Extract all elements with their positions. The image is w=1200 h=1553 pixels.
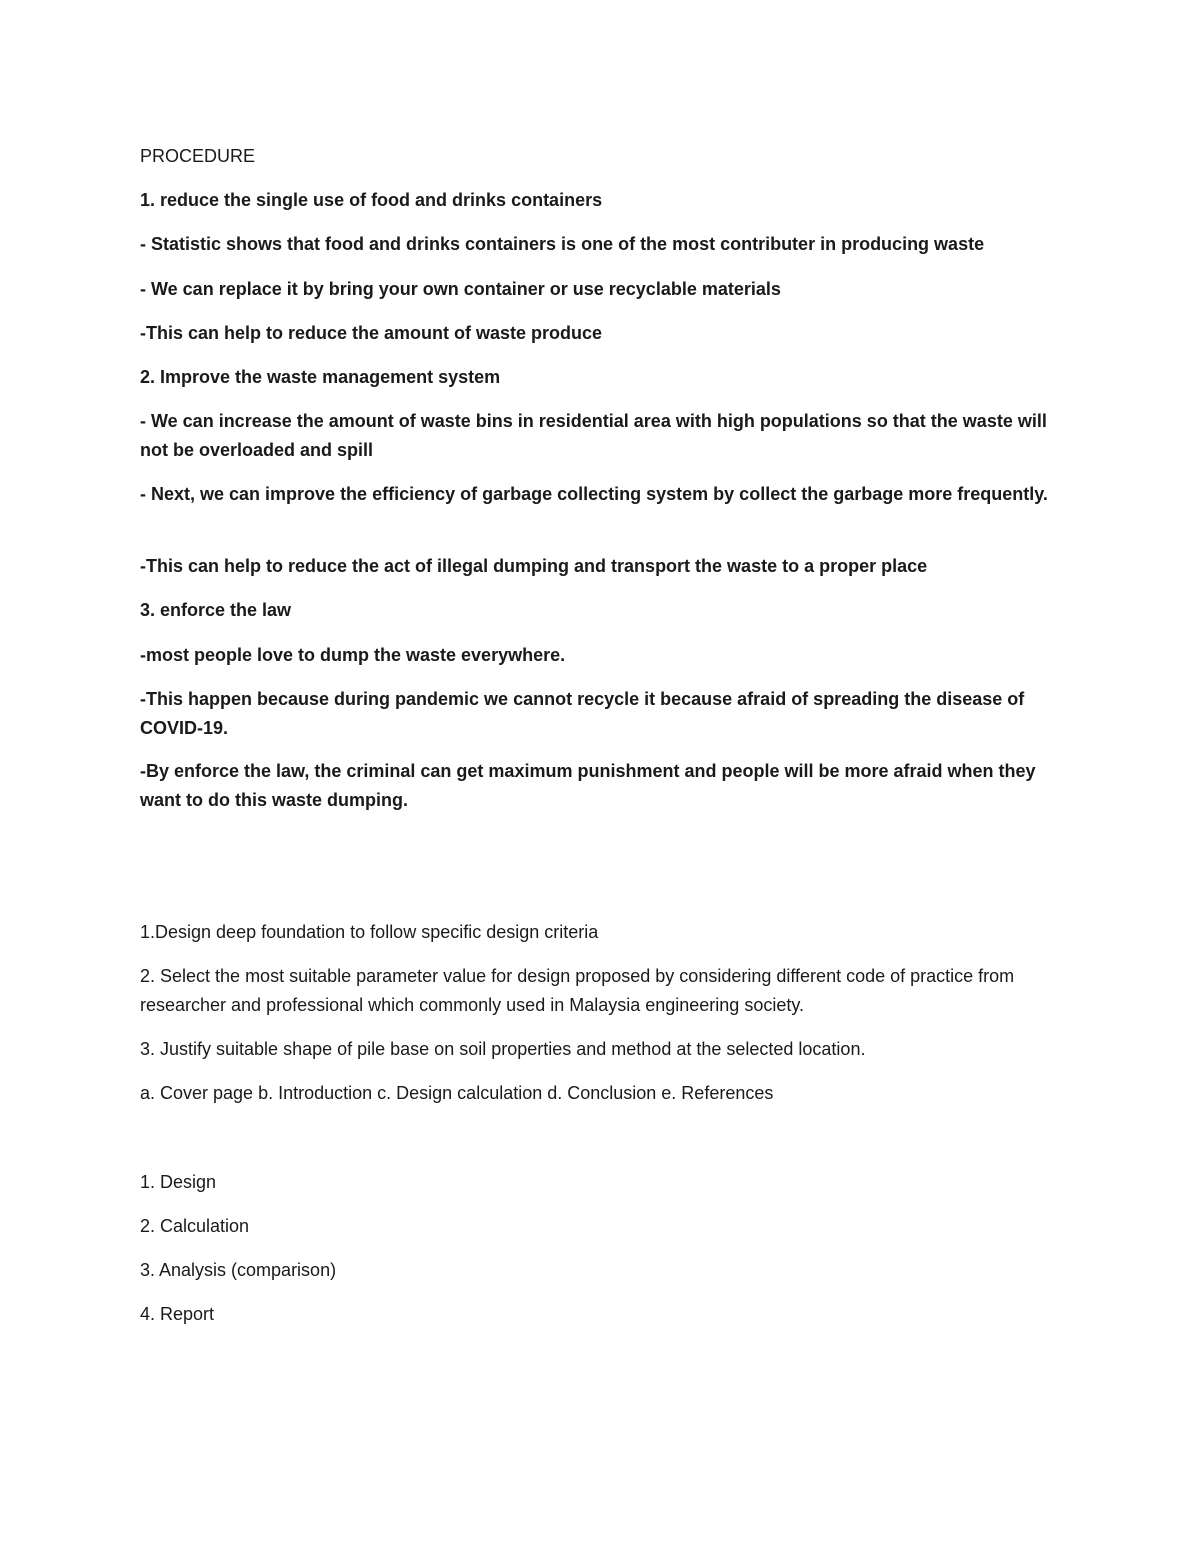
task-list-item: 4. Report	[140, 1304, 215, 1324]
procedure-bullet: -This can help to reduce the amount of waste produce	[140, 323, 603, 343]
objective-item-3: 3. Justify suitable shape of pile base on soil properties and method at the selected location.	[140, 1039, 866, 1059]
procedure-bullet: -most people love to dump the waste everywhere.	[140, 645, 566, 665]
procedure-bullet: -This can help to reduce the act of illegal dumping and transport the waste to a proper place	[140, 556, 928, 576]
procedure-item-2: 2. Improve the waste management system	[140, 367, 501, 387]
procedure-bullet: -By enforce the law, the criminal can get maximum punishment and people will be more afraid when they want to do this waste dumping.	[140, 761, 1036, 810]
procedure-bullet: - Statistic shows that food and drinks containers is one of the most contributer in producing waste	[140, 234, 985, 254]
procedure-bullet: -This happen because during pandemic we cannot recycle it because afraid of spreading the disease of COVID-19.	[140, 689, 1025, 738]
procedure-heading: PROCEDURE	[140, 146, 256, 166]
task-list-item: 3. Analysis (comparison)	[140, 1260, 337, 1280]
procedure-bullet: - We can replace it by bring your own container or use recyclable materials	[140, 279, 781, 299]
objective-item-1: 1.Design deep foundation to follow specific design criteria	[140, 922, 599, 942]
procedure-item-3: 3. enforce the law	[140, 600, 292, 620]
procedure-bullet: - We can increase the amount of waste bins in residential area with high populations so that the waste will not be overloaded and spill	[140, 411, 1047, 460]
report-outline: a. Cover page b. Introduction c. Design calculation d. Conclusion e. References	[140, 1083, 774, 1103]
task-list-item: 2. Calculation	[140, 1216, 250, 1236]
procedure-item-1: 1. reduce the single use of food and drinks containers	[140, 190, 603, 210]
task-list-item: 1. Design	[140, 1172, 217, 1192]
objective-item-2: 2. Select the most suitable parameter value for design proposed by considering different code of practice from researcher and professional which commonly used in Malaysia engineering society.	[140, 966, 1015, 1015]
procedure-bullet: - Next, we can improve the efficiency of garbage collecting system by collect the garbage more frequently.	[140, 484, 1048, 504]
